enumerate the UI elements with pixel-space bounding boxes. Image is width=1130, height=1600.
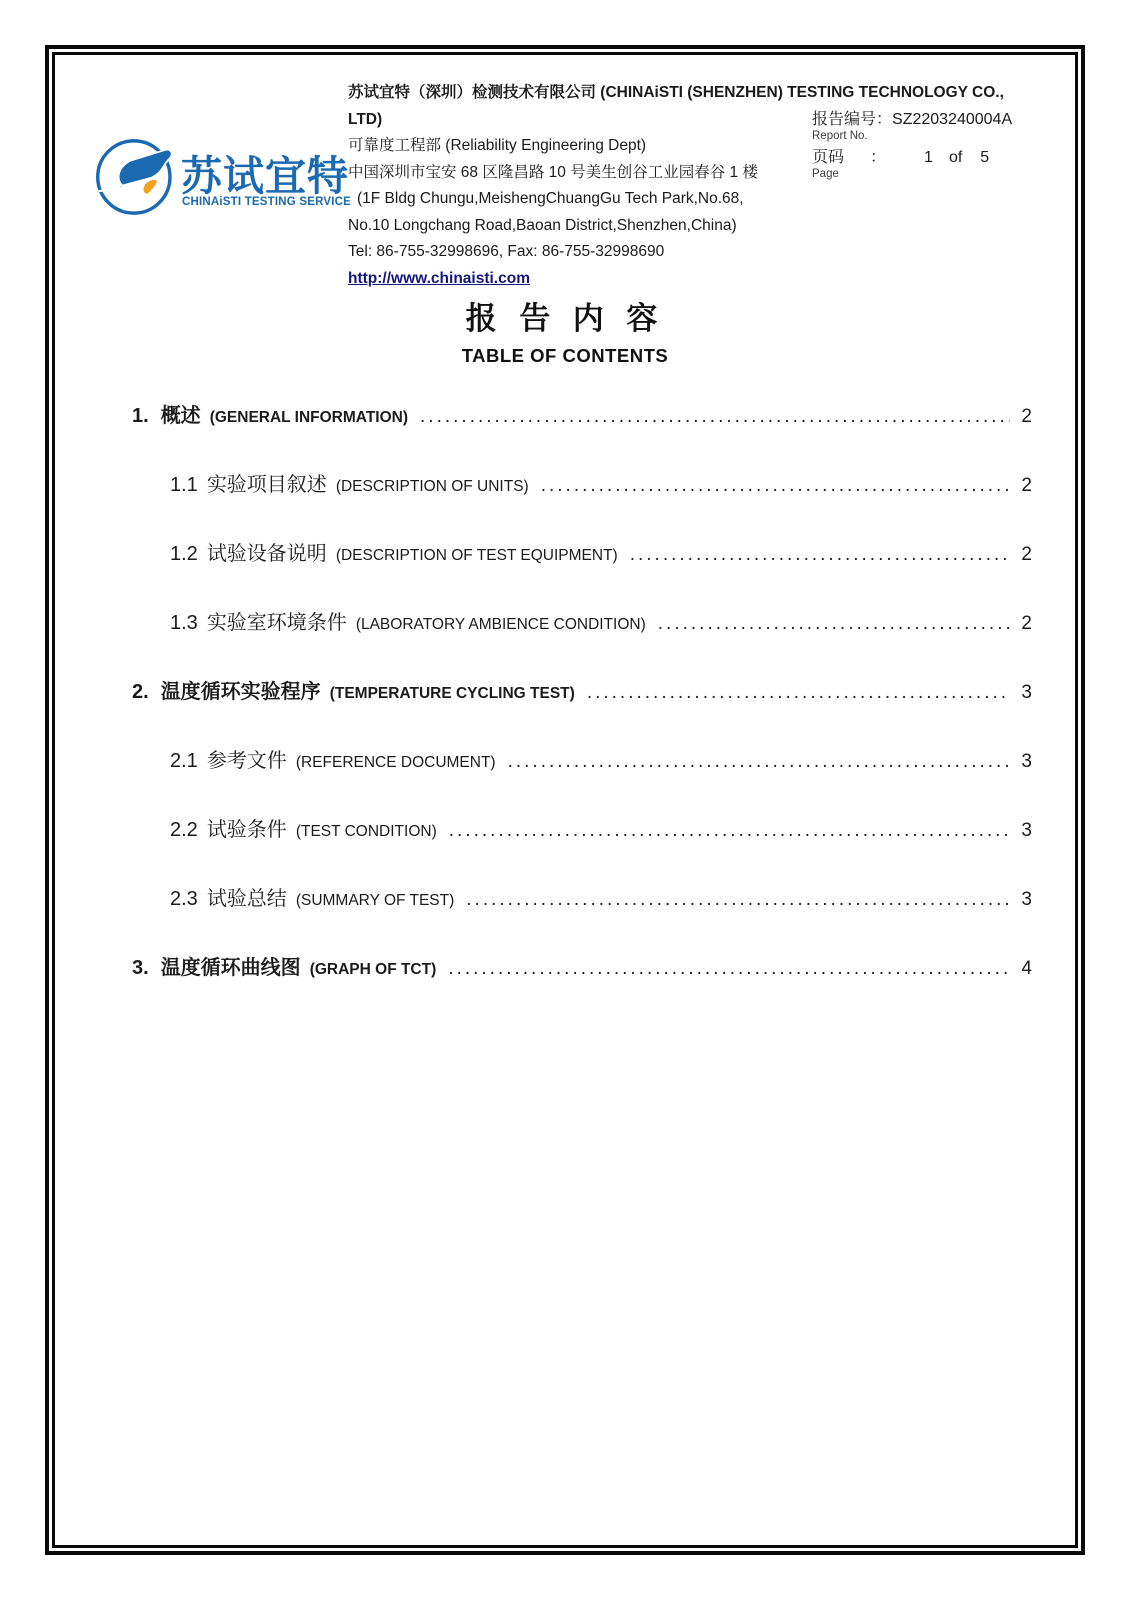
- toc-entry-title-zh: 概述: [160, 405, 201, 427]
- toc-entry-1-3: [132, 606, 1032, 636]
- chinaisti-logo-icon: [90, 134, 176, 220]
- page-colon: ：: [870, 149, 887, 166]
- toc-entry-page: 3: [1021, 682, 1032, 703]
- page-total: 5: [980, 149, 990, 166]
- logo-name-zh: 苏试宜特: [181, 153, 349, 199]
- toc-entry-2-1: [132, 744, 1032, 774]
- toc-entry-page: 2: [1021, 406, 1032, 427]
- page-current: 1: [924, 149, 933, 166]
- toc-entry-page: 4: [1021, 958, 1032, 979]
- tel-fax-line: Tel: 86-755-32998696, Fax: 86-755-32998690: [348, 243, 665, 260]
- dotted-leader: [508, 750, 1010, 773]
- toc-entry-title-zh: 温度循环曲线图: [160, 957, 301, 979]
- toc-entry-title-en: (DESCRIPTION OF TEST EQUIPMENT): [335, 547, 618, 564]
- toc-entry-page: 3: [1021, 751, 1032, 772]
- report-no-value: SZ2203240004A: [892, 111, 1013, 128]
- toc-entry-number: 1.2: [170, 543, 198, 565]
- document-title-block: [0, 293, 1130, 367]
- toc-entry-number: 1.: [132, 405, 149, 427]
- document-title-en: TABLE OF CONTENTS: [461, 345, 669, 366]
- report-no-row: [812, 106, 1012, 129]
- toc-entry-number: 2.1: [170, 750, 198, 772]
- table-of-contents: [132, 399, 1032, 1020]
- toc-entry-1: [132, 399, 1032, 429]
- toc-entry-number: 1.1: [170, 474, 198, 496]
- toc-entry-title-en: (SUMMARY OF TEST): [295, 892, 455, 909]
- toc-entry-title-en: (GRAPH OF TCT): [309, 961, 437, 978]
- toc-entry-title-en: (TEST CONDITION): [295, 823, 437, 840]
- toc-entry-title-en: (LABORATORY AMBIENCE CONDITION): [355, 616, 646, 633]
- dotted-leader: [466, 888, 1010, 911]
- toc-entry-number: 2.3: [170, 888, 198, 910]
- toc-entry-number: 2.: [132, 681, 149, 703]
- page-of: of: [948, 149, 963, 166]
- toc-entry-title-zh: 试验总结: [206, 888, 287, 910]
- toc-entry-title-zh: 实验项目叙述: [206, 474, 327, 496]
- toc-entry-1-2: [132, 537, 1032, 567]
- toc-entry-1-1: [132, 468, 1032, 498]
- website-link[interactable]: http://www.chinaisti.com: [348, 269, 530, 287]
- address-en-line1: (1F Bldg Chungu,MeishengChuangGu Tech Park,No.68,: [357, 190, 744, 207]
- document-title-zh: 报 告 内 容: [465, 301, 665, 336]
- toc-entry-title-zh: 试验条件: [206, 819, 287, 841]
- page-label-zh: 页码: [812, 149, 845, 166]
- report-info-block: [812, 106, 1012, 180]
- toc-entry-title-zh: 试验设备说明: [206, 543, 327, 565]
- dotted-leader: [541, 474, 1010, 497]
- toc-entry-title-en: (TEMPERATURE CYCLING TEST): [329, 685, 575, 702]
- page-label-en: Page: [812, 168, 839, 180]
- page-number-row: [812, 144, 1012, 167]
- dotted-leader: [448, 957, 1010, 980]
- toc-entry-page: 2: [1021, 544, 1032, 565]
- address-zh-line: 中国深圳市宝安 68 区隆昌路 10 号美生创谷工业园春谷 1 楼: [348, 163, 758, 181]
- dotted-leader: [630, 543, 1010, 566]
- toc-entry-page: 2: [1021, 613, 1032, 634]
- toc-entry-number: 3.: [132, 957, 149, 979]
- toc-entry-number: 2.2: [170, 819, 198, 841]
- dotted-leader: [420, 405, 1010, 428]
- report-no-label-zh: 报告编号：: [812, 111, 893, 128]
- address-en-line2: No.10 Longchang Road,Baoan District,Shenzhen,China): [348, 216, 737, 234]
- company-name-line2: LTD): [348, 110, 383, 128]
- toc-entry-page: 3: [1021, 889, 1032, 910]
- toc-entry-page: 2: [1021, 475, 1032, 496]
- logo-name-en: CHINAiSTI TESTING SERVICE: [182, 196, 352, 208]
- company-name-line1: 苏试宜特（深圳）检测技术有限公司 (CHINAiSTI (SHENZHEN) TESTING TECHNOLOGY CO.,: [348, 84, 1004, 101]
- department-line: 可靠度工程部 (Reliability Engineering Dept): [348, 137, 647, 154]
- toc-entry-title-zh: 实验室环境条件: [206, 612, 347, 634]
- toc-entry-2-2: [132, 813, 1032, 843]
- toc-entry-2: [132, 675, 1032, 705]
- dotted-leader: [449, 819, 1010, 842]
- toc-entry-title-en: (REFERENCE DOCUMENT): [295, 754, 496, 771]
- dotted-leader: [658, 612, 1010, 635]
- toc-entry-title-en: (GENERAL INFORMATION): [209, 409, 409, 426]
- toc-entry-3: [132, 951, 1032, 981]
- toc-entry-title-en: (DESCRIPTION OF UNITS): [335, 478, 529, 495]
- toc-entry-title-zh: 参考文件: [206, 750, 287, 772]
- toc-entry-title-zh: 温度循环实验程序: [160, 681, 321, 703]
- report-no-label-en: Report No.: [812, 130, 868, 142]
- toc-entry-number: 1.3: [170, 612, 198, 634]
- toc-entry-page: 3: [1021, 820, 1032, 841]
- dotted-leader: [587, 681, 1010, 704]
- toc-entry-2-3: [132, 882, 1032, 912]
